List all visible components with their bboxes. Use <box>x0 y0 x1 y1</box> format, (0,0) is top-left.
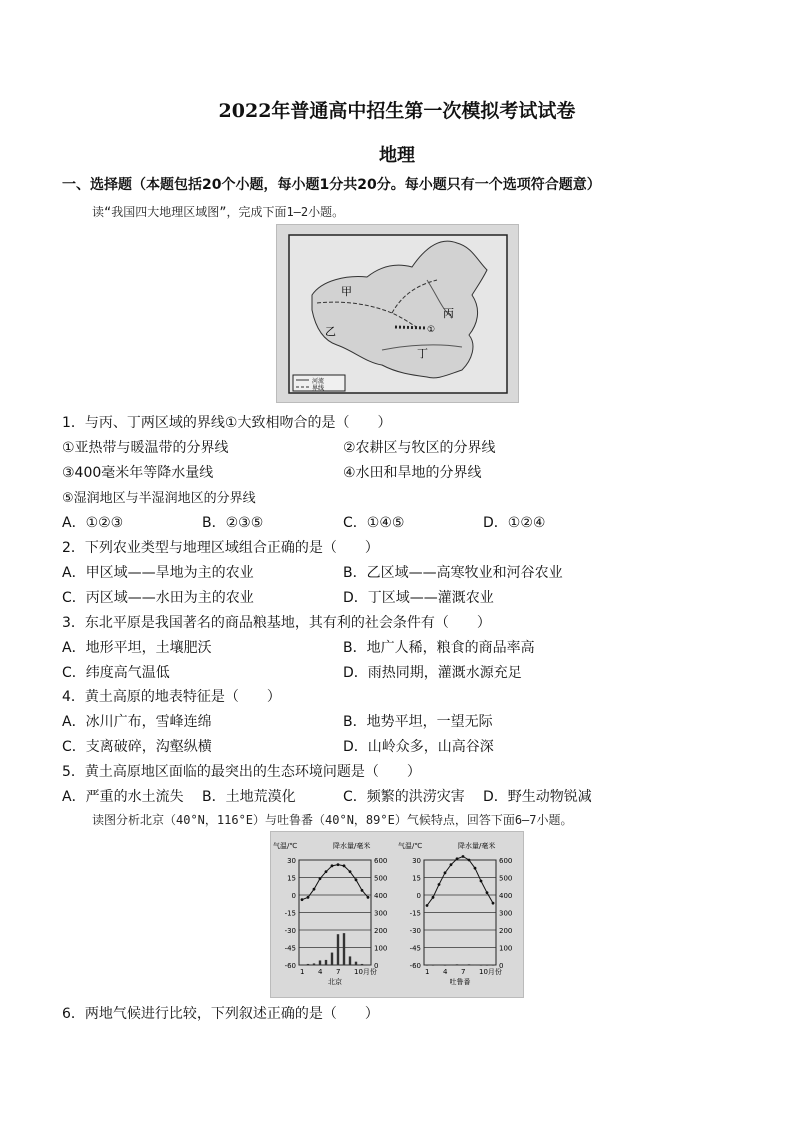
turpan-precip-tick: 100 <box>499 944 513 953</box>
turpan-temp-tick: -60 <box>409 962 421 970</box>
beijing-month-tick: 7 <box>336 968 341 976</box>
beijing-precip-tick: 200 <box>374 927 388 935</box>
q2-option-c[interactable]: C．丙区域——水田为主的农业 <box>62 590 254 606</box>
label-bing: 丙 <box>443 307 454 320</box>
turpan-temp-tick: -45 <box>409 944 421 953</box>
label-line-1: ① <box>427 325 436 335</box>
beijing-precip-tick: 300 <box>374 909 388 918</box>
q5-option-b[interactable]: B．土地荒漠化 <box>202 789 296 805</box>
turpan-temp-point <box>492 902 495 905</box>
turpan-precip-bar <box>426 965 428 966</box>
beijing-precip-tick: 400 <box>374 892 388 900</box>
beijing-precip-bar <box>367 965 369 966</box>
turpan-temp-point <box>444 871 447 874</box>
q3-option-d[interactable]: D．雨热同期，灌溉水源充足 <box>343 665 522 681</box>
turpan-precip-bar <box>432 965 434 966</box>
map-svg <box>277 225 518 402</box>
beijing-precip-bar <box>307 964 309 965</box>
question-4-stem: 4．黄土高原的地表特征是（ ） <box>62 689 281 705</box>
beijing-temp-point <box>313 888 316 891</box>
beijing-precip-bar <box>343 933 345 965</box>
beijing-precip-bar <box>319 960 321 965</box>
beijing-temp-point <box>319 877 322 880</box>
turpan-precip-bar <box>468 964 470 965</box>
q1-option-b[interactable]: B．②③⑤ <box>202 515 264 531</box>
question-2-stem: 2．下列农业类型与地理区域组合正确的是（ ） <box>62 540 379 556</box>
legend-boundary: 界线 <box>312 385 325 392</box>
turpan-temp-tick: -15 <box>409 909 421 918</box>
q1-option-c[interactable]: C．①④⑤ <box>343 515 405 531</box>
beijing-month-tick: 10月份 <box>354 968 377 976</box>
beijing-temp-point <box>367 896 370 899</box>
beijing-precip-bar <box>313 963 315 965</box>
beijing-temp-tick: 15 <box>287 874 296 883</box>
beijing-temp-tick: -45 <box>284 944 296 953</box>
turpan-precip-tick: 0 <box>499 962 504 970</box>
q1-item-5: ⑤湿润地区与半湿润地区的分界线 <box>62 491 256 506</box>
turpan-month-tick: 10月份 <box>479 968 502 976</box>
q3-option-a[interactable]: A．地形平坦，土壤肥沃 <box>62 640 212 656</box>
beijing-month-tick: 4 <box>318 968 323 976</box>
q5-option-d[interactable]: D．野生动物锐减 <box>483 789 592 805</box>
beijing-precip-tick: 600 <box>374 857 388 865</box>
turpan-temp-tick: 15 <box>412 874 421 883</box>
turpan-precip-tick: 300 <box>499 909 513 918</box>
beijing-temp-line <box>302 865 368 900</box>
q5-option-c[interactable]: C．频繁的洪涝灾害 <box>343 789 465 805</box>
beijing-city-label: 北京 <box>328 978 342 986</box>
turpan-chart <box>398 841 512 986</box>
turpan-temp-point <box>432 896 435 899</box>
beijing-temp-tick: -60 <box>284 962 296 970</box>
turpan-temp-point <box>474 867 477 870</box>
turpan-precip-bar <box>462 964 464 965</box>
q2-option-b[interactable]: B．乙区域——高寒牧业和河谷农业 <box>343 565 563 581</box>
turpan-city-label: 吐鲁番 <box>449 978 471 986</box>
turpan-temp-tick: -30 <box>409 927 421 935</box>
intro-2: 读图分析北京（40°N，116°E）与吐鲁番（40°N，89°E）气候特点，回答下面6—7小题。 <box>92 813 573 827</box>
turpan-precip-bar <box>492 965 494 966</box>
q3-option-b[interactable]: B．地广人稀，粮食的商品率高 <box>343 640 535 656</box>
beijing-month-tick: 1 <box>300 968 305 976</box>
beijing-precip-tick: 0 <box>374 962 379 970</box>
turpan-precip-bar <box>456 964 458 965</box>
q2-option-d[interactable]: D．丁区域——灌溉农业 <box>343 590 494 606</box>
label-jia: 甲 <box>341 285 352 298</box>
beijing-precip-bar <box>325 960 327 965</box>
intro-1: 读“我国四大地理区域图”，完成下面1—2小题。 <box>92 205 345 219</box>
climate-svg <box>271 832 523 997</box>
q1-item-2: ②农耕区与牧区的分界线 <box>343 440 496 456</box>
turpan-precip-bar <box>438 965 440 966</box>
turpan-precip-bar <box>474 965 476 966</box>
q1-option-d[interactable]: D．①②④ <box>483 515 546 531</box>
turpan-temp-point <box>468 859 471 862</box>
beijing-precip-tick: 100 <box>374 944 388 953</box>
beijing-temp-point <box>343 864 346 867</box>
q4-option-c[interactable]: C．支离破碎，沟壑纵横 <box>62 739 212 755</box>
turpan-month-tick: 4 <box>443 968 448 976</box>
beijing-temp-tick: -15 <box>284 909 296 918</box>
question-3-stem: 3．东北平原是我国著名的商品粮基地，其有利的社会条件有（ ） <box>62 615 491 631</box>
turpan-month-tick: 1 <box>425 968 430 976</box>
turpan-temp-line <box>427 857 493 906</box>
turpan-temp-point <box>462 855 465 858</box>
beijing-temp-point <box>349 870 352 873</box>
label-ding: 丁 <box>417 347 428 360</box>
beijing-precip-axis-title: 降水量/毫米 <box>333 842 371 850</box>
turpan-precip-tick: 500 <box>499 874 513 883</box>
question-5-stem: 5．黄土高原地区面临的最突出的生态环境问题是（ ） <box>62 764 421 780</box>
beijing-precip-bar <box>337 934 339 965</box>
q1-option-a[interactable]: A．①②③ <box>62 515 124 531</box>
beijing-precip-bar <box>349 956 351 965</box>
turpan-precip-bar <box>444 965 446 966</box>
q1-item-3: ③400毫米年等降水量线 <box>62 465 214 481</box>
beijing-temp-point <box>325 870 328 873</box>
subject-title: 地理 <box>379 145 415 166</box>
q4-option-d[interactable]: D．山岭众多，山高谷深 <box>343 739 494 755</box>
beijing-temp-point <box>331 864 334 867</box>
beijing-temp-point <box>337 863 340 866</box>
q1-item-4: ④水田和旱地的分界线 <box>343 465 482 481</box>
turpan-precip-axis-title: 降水量/毫米 <box>458 842 496 850</box>
beijing-precip-bar <box>355 962 357 965</box>
q1-item-1: ①亚热带与暖温带的分界线 <box>62 440 229 456</box>
beijing-chart <box>273 841 387 986</box>
q3-option-c[interactable]: C．纬度高气温低 <box>62 665 170 681</box>
beijing-precip-bar <box>331 953 333 965</box>
turpan-temp-point <box>456 857 459 860</box>
beijing-temp-tick: 30 <box>287 857 296 865</box>
turpan-temp-tick: 30 <box>412 857 421 865</box>
question-1-stem: 1．与丙、丁两区域的界线①大致相吻合的是（ ） <box>62 415 392 431</box>
section-heading: 一、选择题（本题包括20个小题，每小题1分共20分。每小题只有一个选项符合题意） <box>62 177 601 193</box>
beijing-temp-point <box>301 898 304 901</box>
beijing-temp-point <box>361 889 364 892</box>
turpan-temp-point <box>438 883 441 886</box>
turpan-precip-bar <box>480 965 482 966</box>
exam-title: 2022年普通高中招生第一次模拟考试试卷 <box>218 100 576 122</box>
turpan-temp-point <box>480 880 483 883</box>
beijing-precip-tick: 500 <box>374 874 388 883</box>
china-regions-map <box>276 224 519 403</box>
turpan-precip-tick: 200 <box>499 927 513 935</box>
beijing-temp-point <box>355 878 358 881</box>
turpan-precip-tick: 400 <box>499 892 513 900</box>
turpan-precip-tick: 600 <box>499 857 513 865</box>
question-6-stem: 6．两地气候进行比较，下列叙述正确的是（ ） <box>62 1006 379 1022</box>
beijing-precip-bar <box>361 964 363 965</box>
turpan-temp-axis-title: 气温/℃ <box>398 842 423 850</box>
q2-option-a[interactable]: A．甲区域——旱地为主的农业 <box>62 565 254 581</box>
turpan-temp-tick: 0 <box>416 892 421 900</box>
climate-charts <box>270 831 524 998</box>
beijing-temp-point <box>307 896 310 899</box>
beijing-precip-bar <box>301 964 303 965</box>
turpan-temp-point <box>486 891 489 894</box>
turpan-temp-point <box>450 863 453 866</box>
label-yi: 乙 <box>325 325 336 338</box>
beijing-temp-tick: 0 <box>291 892 296 900</box>
q4-option-b[interactable]: B．地势平坦，一望无际 <box>343 714 493 730</box>
turpan-month-tick: 7 <box>461 968 466 976</box>
turpan-precip-bar <box>450 965 452 966</box>
turpan-temp-point <box>426 904 429 907</box>
q5-option-a[interactable]: A．严重的水土流失 <box>62 789 184 805</box>
q4-option-a[interactable]: A．冰川广布，雪峰连绵 <box>62 714 212 730</box>
legend-river: 河流 <box>312 378 325 385</box>
beijing-temp-axis-title: 气温/℃ <box>273 842 298 850</box>
turpan-precip-bar <box>486 965 488 966</box>
beijing-temp-tick: -30 <box>284 927 296 935</box>
